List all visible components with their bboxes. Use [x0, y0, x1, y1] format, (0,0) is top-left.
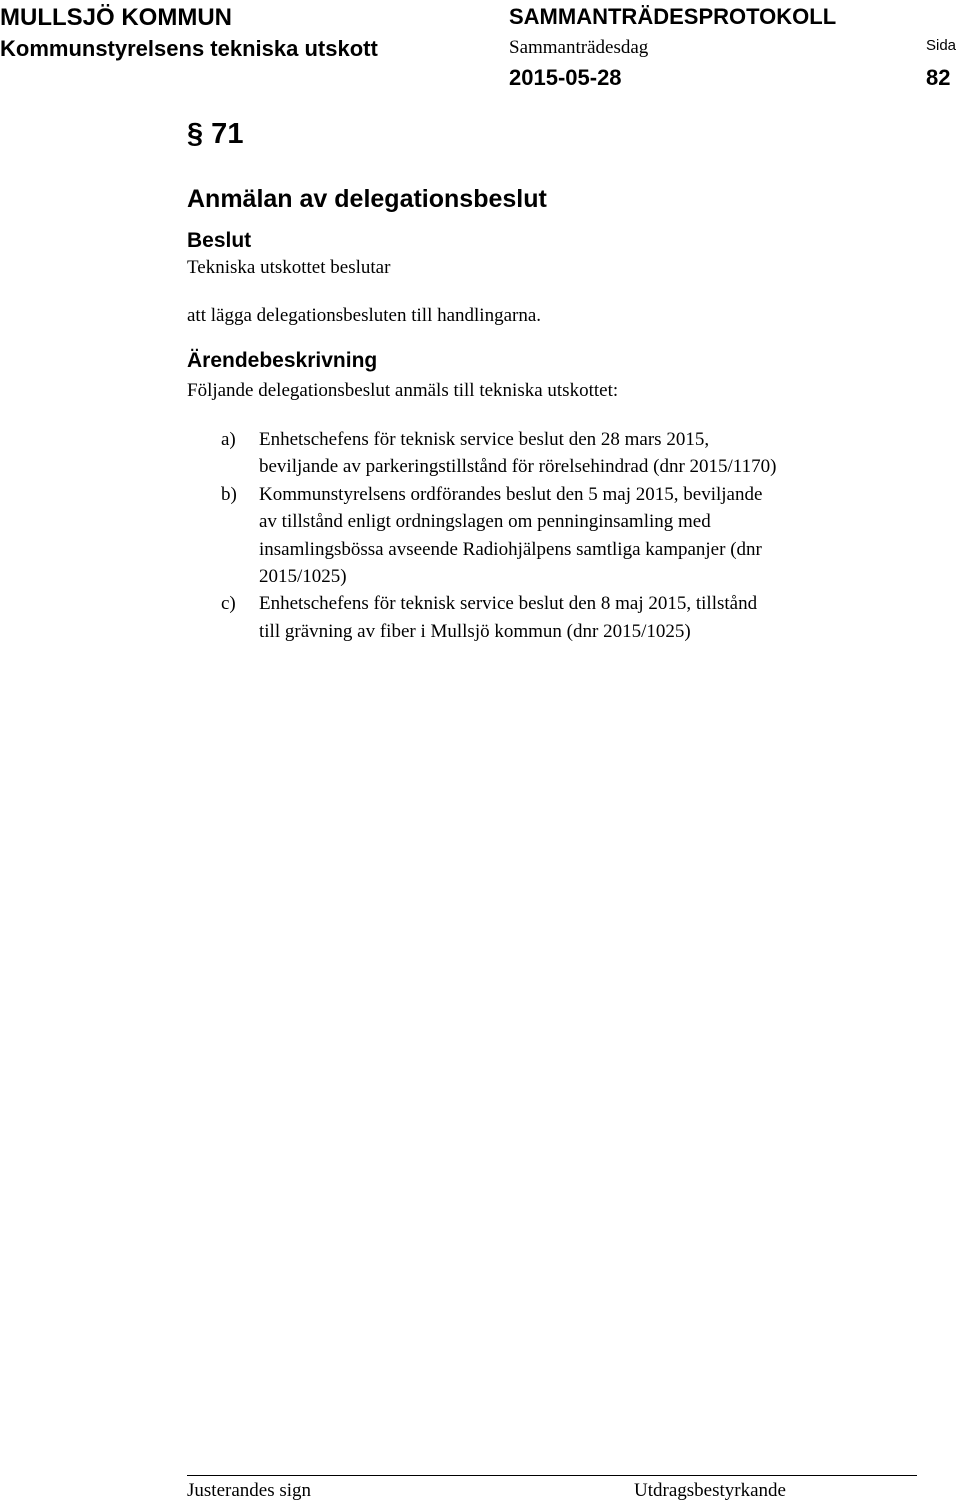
- section-title: Anmälan av delegationsbeslut: [187, 185, 547, 213]
- list-marker: b): [221, 483, 237, 505]
- signature-label: Justerandes sign: [187, 1480, 312, 1501]
- document-type: SAMMANTRÄDESPROTOKOLL: [509, 4, 837, 29]
- delegation-list: [221, 426, 921, 645]
- description-heading: Ärendebeskrivning: [187, 349, 378, 372]
- list-item-line: Kommunstyrelsens ordförandes beslut den 5 maj 2015, beviljande: [259, 483, 763, 505]
- decision-text: att lägga delegationsbesluten till handlingarna.: [187, 305, 542, 326]
- list-item-line: till grävning av fiber i Mullsjö kommun (dnr 2015/1025): [259, 620, 691, 642]
- committee-name: Kommunstyrelsens tekniska utskott: [0, 36, 378, 61]
- decision-text: Tekniska utskottet beslutar: [187, 257, 391, 278]
- list-marker: a): [221, 429, 236, 450]
- list-item: [221, 590, 921, 645]
- meeting-date: 2015-05-28: [509, 65, 622, 90]
- section-number: § 71: [187, 118, 244, 150]
- page-label: Sida: [926, 37, 957, 54]
- list-item: [221, 481, 921, 591]
- meeting-date-label: Sammanträdesdag: [509, 37, 649, 58]
- list-item-line: 2015/1025): [259, 566, 347, 588]
- extract-verification-label: Utdragsbestyrkande: [634, 1480, 786, 1501]
- page-number: 82: [926, 65, 951, 90]
- decision-heading: Beslut: [187, 229, 252, 252]
- list-item: [221, 426, 921, 481]
- list-item-line: Enhetschefens för teknisk service beslut den 8 maj 2015, tillstånd: [259, 593, 758, 615]
- list-item-line: av tillstånd enligt ordningslagen om penninginsamling med: [259, 511, 711, 533]
- footer-divider: [187, 1475, 917, 1476]
- list-item-line: insamlingsbössa avseende Radiohjälpens samtliga kampanjer (dnr: [259, 538, 762, 560]
- list-item-line: beviljande av parkeringstillstånd för rörelsehindrad (dnr 2015/1170): [259, 456, 777, 478]
- description-intro: Följande delegationsbeslut anmäls till tekniska utskottet:: [187, 380, 619, 401]
- list-item-line: Enhetschefens för teknisk service beslut den 28 mars 2015,: [259, 429, 710, 450]
- organization-name: MULLSJÖ KOMMUN: [0, 4, 232, 31]
- list-marker: c): [221, 593, 236, 615]
